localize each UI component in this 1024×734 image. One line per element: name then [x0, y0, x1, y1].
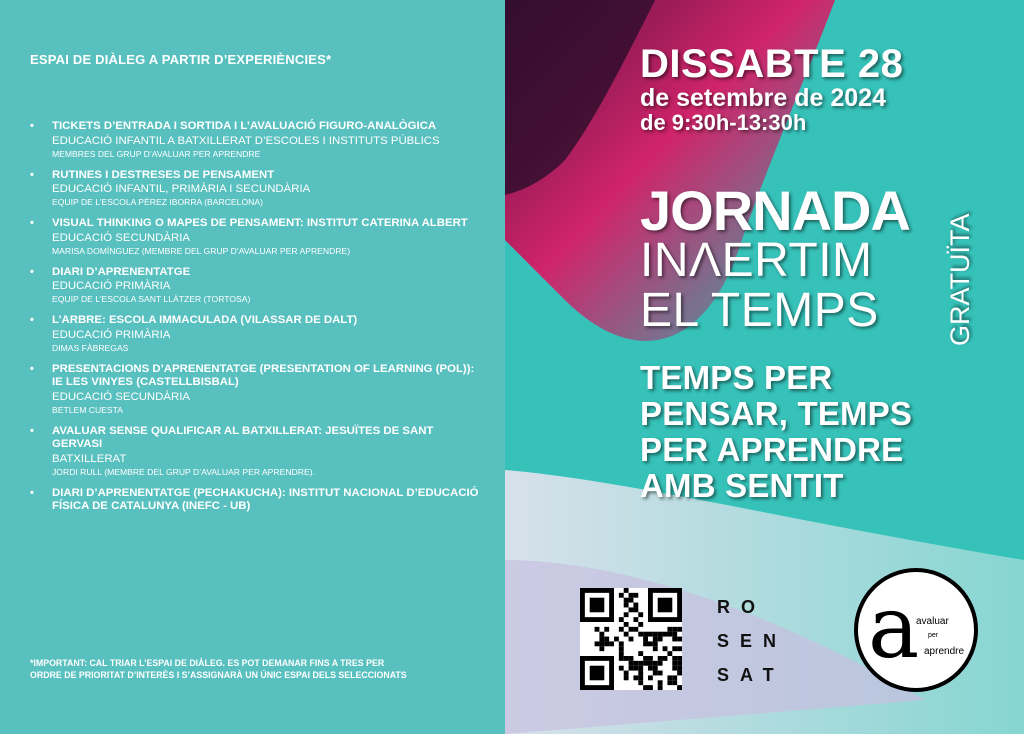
item-level: EDUCACIÓ SECUNDÀRIA: [52, 231, 190, 244]
experience-list: [30, 120, 480, 523]
rosa-logo-line: SAT: [717, 665, 785, 685]
rosa-sensat-logo: [717, 590, 812, 692]
bullet-icon: •: [30, 424, 34, 437]
item-level: EDUCACIÓ INFANTIL, PRIMÀRIA I SECUNDÀRIA: [52, 183, 311, 195]
rosa-logo-line: SEN: [717, 631, 788, 651]
title-line-1: INΛERTIM: [640, 234, 873, 287]
qr-code[interactable]: [580, 588, 682, 690]
title-line-2: EL TEMPS: [640, 284, 879, 337]
item-title: DIARI D’APRENENTATGE (PECHAKUCHA): INSTITUT NACIONAL D’EDUCACIÓ FÍSICA DE CATALUNYA (INEFC - UB): [52, 486, 479, 512]
item-presenter: EQUIP DE L’ESCOLA PÉREZ IBORRA (BARCELONA): [52, 197, 263, 207]
logo-word-aprendre: aprendre: [924, 646, 965, 657]
bullet-icon: •: [30, 265, 34, 278]
item-presenter: MARISA DOMÍNGUEZ (MEMBRE DEL GRUP D’AVALUAR PER APRENDRE): [52, 245, 351, 256]
list-item: [30, 217, 480, 257]
rosa-logo-line: RO: [717, 597, 766, 617]
section-heading: ESPAI DE DIÀLEG A PARTIR D’EXPERIÈNCIES*: [30, 52, 332, 67]
logo-word-avaluar: avaluar: [916, 616, 949, 627]
qr-code-pattern: [580, 588, 682, 690]
bullet-icon: •: [30, 486, 34, 499]
logo-word-per: per: [928, 632, 939, 639]
list-item: [30, 487, 480, 514]
date-day: DISSABTE 28: [640, 42, 904, 86]
logo-letter: a: [868, 578, 920, 678]
item-level: EDUCACIÓ PRIMÀRIA: [52, 280, 171, 292]
date-time: de 9:30h-13:30h: [640, 110, 807, 135]
item-level: EDUCACIÓ SECUNDÀRIA: [52, 390, 190, 403]
left-panel: [0, 0, 505, 734]
bullet-icon: •: [30, 314, 34, 326]
subtitle-line: AMB SENTIT: [640, 467, 844, 504]
item-title: PRESENTACIONS D’APRENENTATGE (PRESENTATION OF LEARNING (POL)): IE LES VINYES (CASTELLBISBAL): [52, 362, 475, 388]
free-label: GRATUÏTA: [945, 213, 975, 346]
item-presenter: DIMAS FÀBREGAS: [52, 342, 129, 353]
item-title: L’ARBRE: ESCOLA IMMACULADA (VILASSAR DE DALT): [52, 314, 358, 326]
event-subtitle: [640, 360, 912, 504]
item-title: RUTINES I DESTRESES DE PENSAMENT: [52, 168, 275, 181]
item-title: TICKETS D’ENTRADA I SORTIDA I L’AVALUACIÓ FIGURO-ANALÒGICA: [52, 120, 437, 132]
item-title: DIARI D’APRENENTATGE: [52, 265, 191, 278]
list-item: [30, 425, 480, 478]
list-item: [30, 314, 480, 354]
list-item: [30, 266, 480, 306]
bullet-icon: •: [30, 168, 34, 181]
item-title: AVALUAR SENSE QUALIFICAR AL BATXILLERAT: JESUÏTES DE SANT GERVASI: [52, 424, 434, 450]
list-item: [30, 169, 480, 209]
item-presenter: BETLEM CUESTA: [52, 404, 123, 415]
subtitle-line: TEMPS PER: [640, 359, 833, 396]
item-level: EDUCACIÓ PRIMÀRIA: [52, 328, 171, 341]
important-note: *IMPORTANT: CAL TRIAR L’ESPAI DE DIÀLEG. ES POT DEMANAR FINS A TRES PER ORDRE DE PRIORITAT D’INTERÈS I S’ASSIGNARÀ UN ÚNIC ESPAI DELS SELECCIONATS: [30, 658, 407, 680]
date-month: de setembre de 2024: [640, 84, 886, 112]
bullet-icon: •: [30, 120, 34, 132]
subtitle-line: PER APRENDRE: [640, 431, 904, 468]
right-panel: [505, 0, 1024, 734]
item-level: BATXILLERAT: [52, 452, 127, 465]
list-item: [30, 363, 480, 416]
event-title: [640, 236, 879, 336]
item-title: VISUAL THINKING O MAPES DE PENSAMENT: INSTITUT CATERINA ALBERT: [52, 217, 468, 229]
event-label: JORNADA: [640, 179, 910, 242]
item-level: EDUCACIÓ INFANTIL A BATXILLERAT D’ESCOLES I INSTITUTS PÚBLICS: [52, 134, 440, 147]
item-presenter: JORDI RULL (MEMBRE DEL GRUP D’AVALUAR PER APRENDRE).: [52, 466, 315, 477]
item-presenter: EQUIP DE L’ESCOLA SANT LLÀTZER (TORTOSA): [52, 294, 251, 304]
avaluar-per-aprendre-logo: [854, 568, 978, 692]
item-presenter: MEMBRES DEL GRUP D’AVALUAR PER APRENDRE: [52, 148, 261, 159]
list-item: [30, 120, 480, 160]
subtitle-line: PENSAR, TEMPS: [640, 395, 913, 432]
bullet-icon: •: [30, 217, 34, 229]
bullet-icon: •: [30, 362, 34, 375]
